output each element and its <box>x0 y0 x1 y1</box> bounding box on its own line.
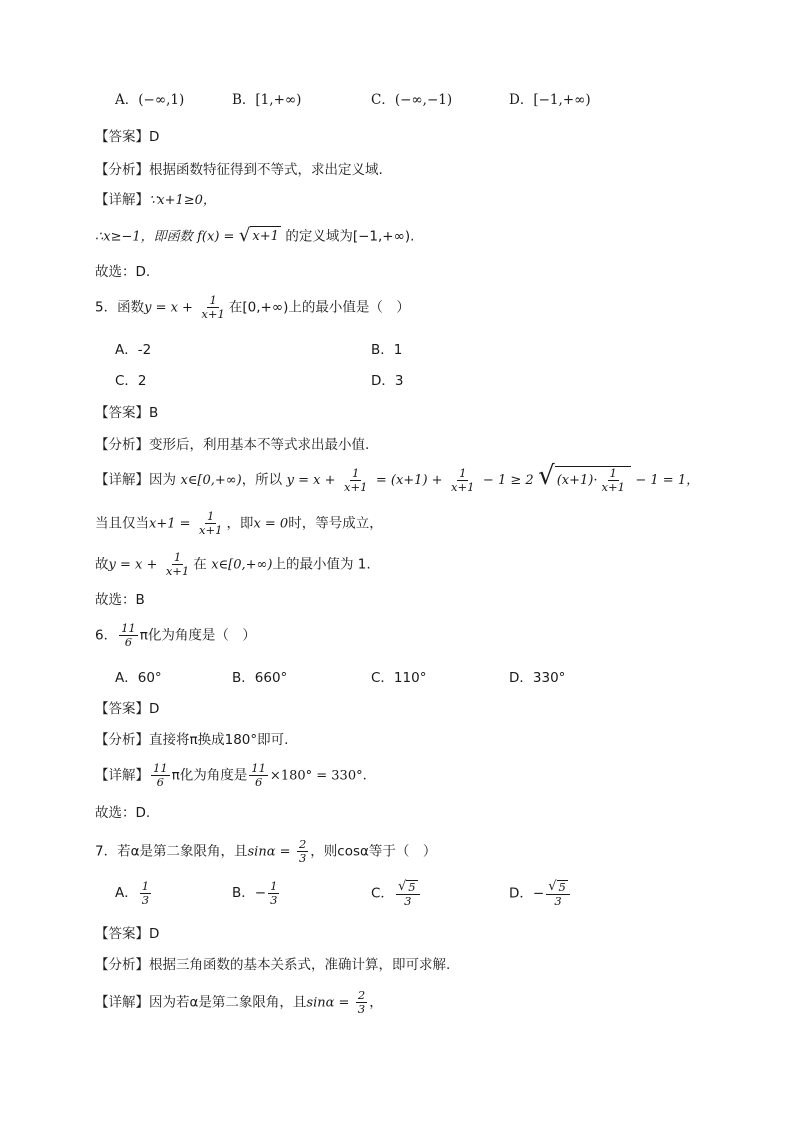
fraction: $\frac{1}{x+1}$ <box>201 293 225 321</box>
analysis-text: 根据三角函数的基本关系式，准确计算，即可求解. <box>149 957 451 973</box>
analysis-tag: 【分析】 <box>95 732 149 748</box>
answer-value: D <box>149 701 160 717</box>
q6-detail <box>95 762 367 789</box>
eq-expr-2: x = 0 <box>253 516 289 532</box>
fraction: $\frac{11}{6}$ <box>121 621 136 649</box>
q7-stem <box>95 838 436 865</box>
eq-text-3: 时，等号成立， <box>288 515 383 532</box>
q6-analysis <box>95 730 288 750</box>
fraction-1: $\frac{11}{6}$ <box>153 761 168 789</box>
detail-text: 因为 <box>149 472 176 488</box>
function-f: f(x) = <box>197 229 235 245</box>
q4-option-a: A．(−∞,1) <box>115 92 185 108</box>
question-text: π化为角度是（ ） <box>139 627 256 644</box>
q4-detail <box>95 190 216 211</box>
fraction: $\frac{1}{x+1}$ <box>165 550 190 578</box>
question-text-2: ，则cosα等于（ ） <box>310 843 437 860</box>
q4-answer <box>95 127 159 147</box>
q5-equality <box>95 510 383 537</box>
detail-text: 因为若α是第二象限角，且 <box>149 994 307 1011</box>
eq-expr: x+1 = <box>149 516 191 532</box>
eq-text-2: ，即 <box>226 515 254 532</box>
expr-1: y = x + <box>286 473 336 488</box>
analysis-tag: 【分析】 <box>95 957 149 973</box>
detail-text-2: ，所以 <box>241 472 283 488</box>
q5-stem <box>95 294 410 321</box>
fraction-2: $\frac{1}{x+1}$ <box>451 465 475 494</box>
q7-analysis <box>95 955 450 975</box>
fraction: $\frac{2}{3}$ <box>298 837 307 865</box>
question-text: 在[0,+∞)上的最小值是（ ） <box>228 299 410 316</box>
detail-text-2: ， <box>369 994 383 1011</box>
detail-text-2: 的定义域为[−1,+∞). <box>285 228 415 245</box>
fraction: $\frac{1}{x+1}$ <box>198 509 223 537</box>
answer-tag: 【答案】 <box>95 405 149 421</box>
concl-expr: y = x + <box>108 557 158 573</box>
concl-domain: x∈[0,+∞) <box>211 557 273 573</box>
detail-tag: 【详解】 <box>95 767 149 784</box>
fraction: $\frac{2}{3}$ <box>357 988 366 1016</box>
q7-option-c: C． √ 5 3 <box>371 880 422 908</box>
q5-choice: 故选：B <box>95 592 145 608</box>
q7-option-d: D．− √ 5 3 <box>509 880 572 908</box>
detail-math: ∵x+1≥0， <box>149 193 216 208</box>
answer-value: D <box>149 926 160 942</box>
analysis-text: 根据函数特征得到不等式，求出定义域. <box>149 162 383 178</box>
q5-option-d: D．3 <box>371 373 404 389</box>
concl-text: 故 <box>95 556 109 573</box>
analysis-tag: 【分析】 <box>95 437 149 453</box>
eq-text: 当且仅当 <box>95 515 149 532</box>
q4-option-b: B．[1,+∞) <box>232 92 302 108</box>
answer-value: D <box>149 129 160 145</box>
fraction-2: $\frac{11}{6}$ <box>251 761 266 789</box>
q7-option-b: B．− $\frac{1}{3}$ <box>232 879 278 907</box>
q4-option-c: C．(−∞,−1) <box>371 92 453 108</box>
sin-expr: sinα = <box>306 995 350 1011</box>
answer-tag: 【答案】 <box>95 701 149 717</box>
q6-stem <box>95 622 256 649</box>
detail-tag: 【详解】 <box>95 994 149 1011</box>
expr-4: − 1 = 1， <box>635 473 700 488</box>
q7-option-a: A． $\frac{1}{3}$ <box>115 879 150 907</box>
sqrt-expression: √ (x+1)· $\frac{1}{x+1}$ <box>538 466 631 494</box>
question-text: 7．若α是第二象限角，且 <box>95 843 248 860</box>
question-number: 5．函数 <box>95 299 145 316</box>
analysis-text: 变形后，利用基本不等式求出最小值. <box>149 437 370 453</box>
answer-value: B <box>149 405 159 421</box>
fraction-1: $\frac{1}{x+1}$ <box>343 465 368 494</box>
q5-option-a: A．-2 <box>115 342 152 358</box>
detail-tag: 【详解】 <box>95 472 149 488</box>
q6-option-b: B．660° <box>232 670 288 686</box>
question-number: 6． <box>95 627 118 644</box>
q7-answer <box>95 924 159 944</box>
detail-tag: 【详解】 <box>95 192 149 208</box>
detail-result: ×180° = 330°. <box>269 768 367 784</box>
function-expr: y = x + <box>144 300 193 316</box>
q5-analysis <box>95 435 369 455</box>
concl-text-2: 在 <box>193 556 207 573</box>
q6-answer <box>95 699 159 719</box>
q7-detail <box>95 989 383 1016</box>
answer-tag: 【答案】 <box>95 129 149 145</box>
concl-text-3: 上的最小值为 1. <box>272 556 371 573</box>
q4-analysis <box>95 160 383 180</box>
analysis-tag: 【分析】 <box>95 162 149 178</box>
sqrt-expression: √ x+1 <box>238 225 279 246</box>
domain-expr: x∈[0,+∞) <box>180 473 242 488</box>
q5-option-b: B．1 <box>371 342 403 358</box>
q4-detail-2 <box>95 226 414 248</box>
q6-option-a: A．60° <box>115 670 162 686</box>
q5-option-c: C．2 <box>115 373 147 389</box>
q6-option-d: D．330° <box>509 670 566 686</box>
detail-text: π化为角度是 <box>171 767 248 784</box>
detail-text: ∴x≥−1，即函数 <box>95 229 193 245</box>
sin-expr: sinα = <box>247 844 291 860</box>
q5-detail <box>95 461 700 494</box>
expr-3: − 1 ≥ 2 <box>482 473 534 488</box>
expr-2: = (x+1) + <box>375 473 443 488</box>
q5-conclusion <box>95 551 371 578</box>
q6-option-c: C．110° <box>371 670 427 686</box>
q4-option-d: D．[−1,+∞) <box>509 92 591 108</box>
q5-answer <box>95 403 158 423</box>
q6-choice: 故选：D. <box>95 805 151 821</box>
analysis-text: 直接将π换成180°即可. <box>149 732 289 748</box>
q4-choice: 故选：D. <box>95 264 151 280</box>
answer-tag: 【答案】 <box>95 926 149 942</box>
